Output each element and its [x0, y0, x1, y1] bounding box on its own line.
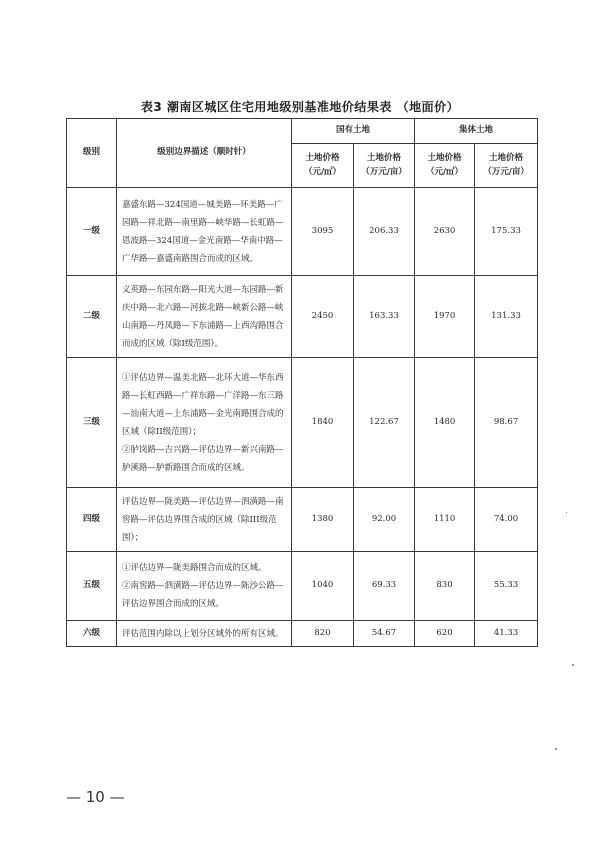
- coll-price-sqm-cell: 1480: [415, 358, 475, 488]
- header-state-price-mu: 土地价格 （万元/亩）: [354, 144, 415, 188]
- coll-price-mu-cell: 41.33: [475, 621, 538, 647]
- state-price-sqm-cell: 1840: [292, 358, 354, 488]
- state-price-mu-cell: 69.33: [354, 552, 415, 621]
- state-price-sqm-cell: 820: [292, 621, 354, 647]
- description-paragraph: 嘉盛东路—324国道—城美路—环美路—广园路—祥北路—南里路—峡华路—长虹路—恩波路—324国道—金光南路—华南中路—广华路—嘉盛南路围合而成的区域。: [122, 199, 284, 264]
- state-price-sqm-cell: 1380: [292, 488, 354, 552]
- coll-price-mu-cell: 98.67: [475, 358, 538, 488]
- grade-cell: 一级: [67, 188, 117, 276]
- table-title: 表3 潮南区城区住宅用地级别基准地价结果表 （地面价）: [140, 100, 460, 114]
- state-price-mu-cell: 92.00: [354, 488, 415, 552]
- description-cell: [117, 188, 292, 276]
- description-cell: [117, 488, 292, 552]
- description-paragraph: ①评估边界—陇美路围合而成的区域。: [122, 563, 267, 573]
- grade-cell: 二级: [67, 276, 117, 358]
- table-row: [67, 552, 538, 621]
- description-paragraph: ①评估边界—温美北路—北环大道—华东西路—长虹西路—广祥东路—广洋路—东三路—汕南大道—上东浦路—金光南路围合成的区域（除II级范围）；: [122, 372, 284, 437]
- state-price-sqm-cell: 3095: [292, 188, 354, 276]
- description-cell: [117, 276, 292, 358]
- header-collective-land: 集体土地: [415, 119, 538, 144]
- coll-price-sqm-cell: 1970: [415, 276, 475, 358]
- table-row: [67, 621, 538, 647]
- land-price-table: [66, 118, 538, 647]
- description-cell: [117, 621, 292, 647]
- page-number: — 10 —: [66, 788, 125, 806]
- description-paragraph: 评估边界—陇美路—评估边界—泗潢路—南窖路—评估边界围合成的区域（除III级范围）；: [122, 496, 284, 543]
- grade-cell: 四级: [67, 488, 117, 552]
- scan-speck: [555, 748, 557, 750]
- state-price-mu-cell: 163.33: [354, 276, 415, 358]
- grade-cell: 六级: [67, 621, 117, 647]
- grade-cell: 五级: [67, 552, 117, 621]
- table-body: [67, 188, 538, 647]
- header-state-price-sqm: 土地价格 （元/㎡）: [292, 144, 354, 188]
- description-cell: [117, 358, 292, 488]
- coll-price-sqm-cell: 2630: [415, 188, 475, 276]
- description-paragraph: ②南窖路—泗潢路—评估边界—陈沙公路—评估边界围合而成的区域。: [122, 581, 284, 609]
- table-row: [67, 358, 538, 488]
- description-cell: [117, 552, 292, 621]
- state-price-mu-cell: 122.67: [354, 358, 415, 488]
- table-row: [67, 276, 538, 358]
- header-boundary: 级别边界描述（顺时针）: [117, 119, 292, 188]
- header-coll-price-sqm: 土地价格 （元/㎡）: [415, 144, 475, 188]
- table-row: [67, 188, 538, 276]
- coll-price-mu-cell: 175.33: [475, 188, 538, 276]
- state-price-mu-cell: 54.67: [354, 621, 415, 647]
- scan-speck: [572, 664, 574, 666]
- description-paragraph: 义英路—东园东路—阳光大道—东园路—新庆中路—北六路—河拔北路—峡新公路—峡山南路—丹凤路—下东浦路—上西沟路围合而成的区域（除Ⅰ级范围）。: [122, 284, 284, 349]
- coll-price-sqm-cell: 1110: [415, 488, 475, 552]
- table-row: [67, 488, 538, 552]
- state-price-sqm-cell: 2450: [292, 276, 354, 358]
- header-state-land: 国有土地: [292, 119, 415, 144]
- description-paragraph: 评估范围内除以上划分区域外的所有区域。: [122, 628, 284, 639]
- scan-speck: [566, 512, 567, 513]
- description-paragraph: ②胪岗路—吉兴路—评估边界—新兴南路—胪溪路—胪新路围合而成的区域。: [122, 444, 284, 473]
- coll-price-mu-cell: 55.33: [475, 552, 538, 621]
- header-coll-price-mu: 土地价格 （万元/亩）: [475, 144, 538, 188]
- state-price-sqm-cell: 1040: [292, 552, 354, 621]
- coll-price-sqm-cell: 830: [415, 552, 475, 621]
- coll-price-mu-cell: 74.00: [475, 488, 538, 552]
- header-grade: 级别: [67, 119, 117, 188]
- coll-price-mu-cell: 131.33: [475, 276, 538, 358]
- state-price-mu-cell: 206.33: [354, 188, 415, 276]
- grade-cell: 三级: [67, 358, 117, 488]
- coll-price-sqm-cell: 620: [415, 621, 475, 647]
